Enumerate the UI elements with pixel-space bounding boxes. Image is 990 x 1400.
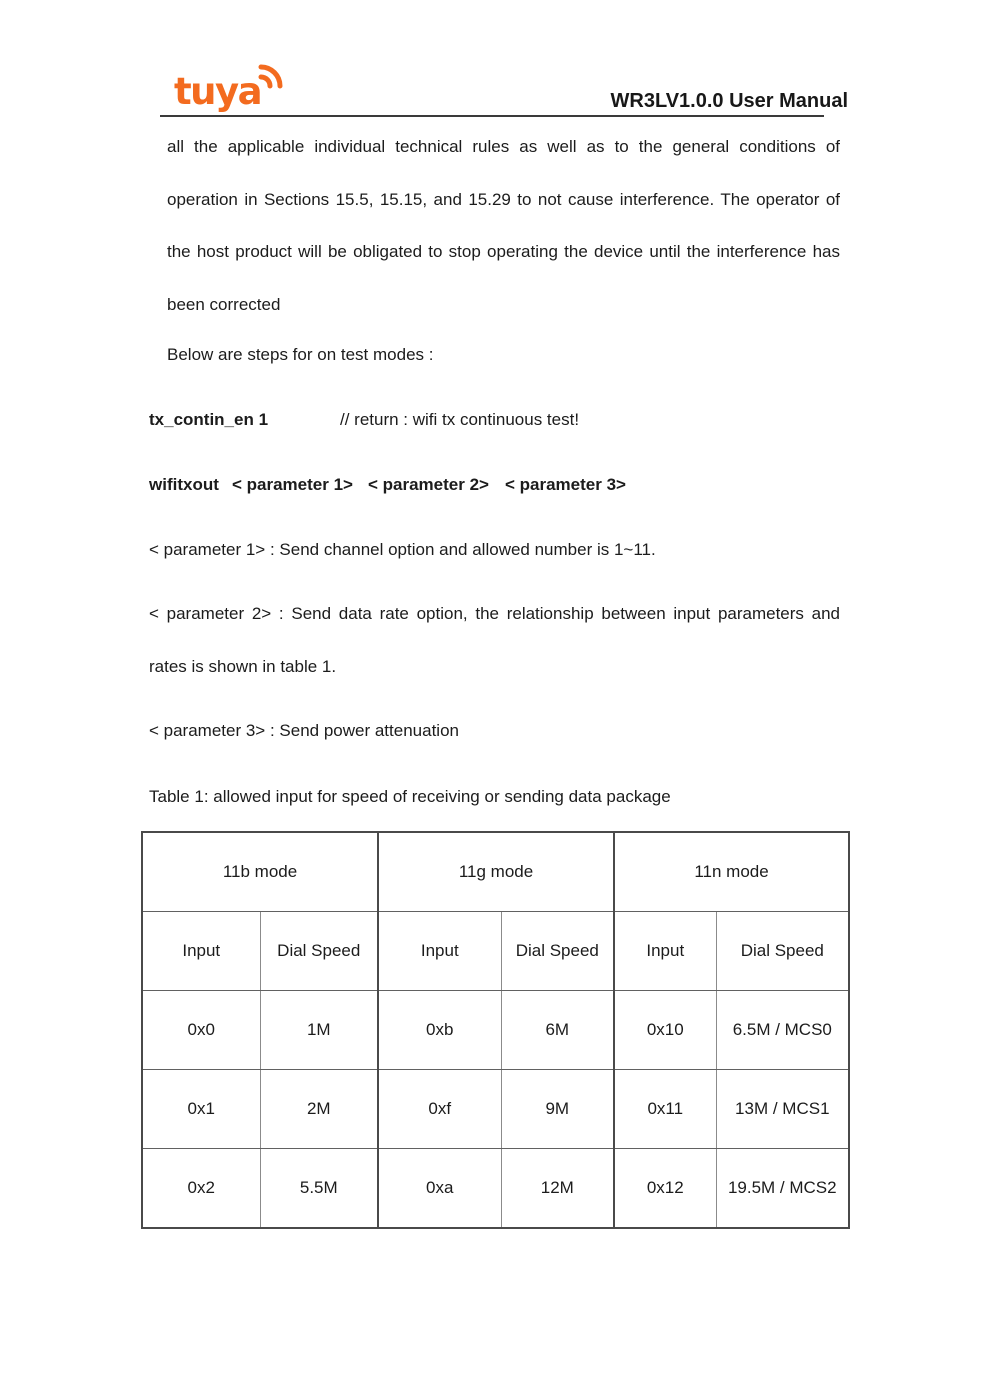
column-header: Input — [614, 912, 716, 991]
mode-header-11b: 11b mode — [142, 832, 378, 912]
steps-intro-text: Below are steps for on test modes : — [167, 345, 434, 364]
paragraph-line: operation in Sections 15.5, 15.15, and 15.29 to not cause interference. The operator of — [167, 189, 840, 209]
intro-paragraph — [167, 121, 840, 331]
tuya-logo-graphic — [156, 54, 291, 116]
tuya-logo-text: tuya — [174, 70, 262, 113]
table-cell: 19.5M / MCS2 — [716, 1149, 849, 1229]
table-cell: 0x12 — [614, 1149, 716, 1229]
table-cell: 0x11 — [614, 1070, 716, 1149]
paragraph-line: been corrected — [167, 294, 281, 314]
table-cell: 0x0 — [142, 991, 260, 1070]
command-parameter: < parameter 2> — [368, 475, 489, 494]
table-cell: 6M — [501, 991, 614, 1070]
table-cell: 5.5M — [260, 1149, 378, 1229]
table-cell: 1M — [260, 991, 378, 1070]
paragraph-line: rates is shown in table 1. — [149, 656, 337, 676]
command-name: wifitxout — [149, 475, 219, 494]
table-cell: 12M — [501, 1149, 614, 1229]
page-title: WR3LV1.0.0 User Manual — [610, 90, 848, 112]
column-header: Dial Speed — [716, 912, 849, 991]
table-mode-header-row — [142, 832, 849, 912]
header-underline — [160, 115, 824, 117]
table-cell: 0xa — [378, 1149, 501, 1229]
table-caption: Table 1: allowed input for speed of receiving or sending data package — [149, 787, 671, 806]
mode-header-11g: 11g mode — [378, 832, 614, 912]
paragraph-line: all the applicable individual technical rules as well as to the general conditions of — [167, 137, 840, 156]
command-parameter: < parameter 1> — [232, 475, 353, 494]
table-cell: 0x10 — [614, 991, 716, 1070]
table-row — [142, 1149, 849, 1229]
wifi-arc-small-icon — [261, 77, 270, 86]
table-cell: 13M / MCS1 — [716, 1070, 849, 1149]
param3-description: < parameter 3> : Send power attenuation — [149, 721, 459, 740]
command-parameter: < parameter 3> — [505, 475, 626, 494]
table-cell: 6.5M / MCS0 — [716, 991, 849, 1070]
column-header: Dial Speed — [501, 912, 614, 991]
command-comment: // return : wifi tx continuous test! — [340, 410, 580, 429]
rate-table — [141, 831, 850, 1229]
command-tx-contin-line — [149, 394, 579, 447]
table-cell: 0xf — [378, 1070, 501, 1149]
command-name: tx_contin_en 1 — [149, 410, 269, 429]
tuya-logo — [156, 54, 291, 121]
command-wifitxout-line — [149, 459, 626, 512]
table-cell: 0x2 — [142, 1149, 260, 1229]
table-cell: 9M — [501, 1070, 614, 1149]
paragraph-line: < parameter 2> : Send data rate option, the relationship between input parameters and — [149, 604, 840, 623]
paragraph-line: the host product will be obligated to stop operating the device until the interference has — [167, 242, 840, 261]
param2-description — [149, 588, 840, 693]
table-subheader-row — [142, 912, 849, 991]
column-header: Input — [378, 912, 501, 991]
column-header: Input — [142, 912, 260, 991]
table-cell: 0x1 — [142, 1070, 260, 1149]
mode-header-11n: 11n mode — [614, 832, 849, 912]
table-cell: 0xb — [378, 991, 501, 1070]
param1-description: < parameter 1> : Send channel option and allowed number is 1~11. — [149, 540, 656, 559]
table-row — [142, 1070, 849, 1149]
table-cell: 2M — [260, 1070, 378, 1149]
table-row — [142, 991, 849, 1070]
column-header: Dial Speed — [260, 912, 378, 991]
